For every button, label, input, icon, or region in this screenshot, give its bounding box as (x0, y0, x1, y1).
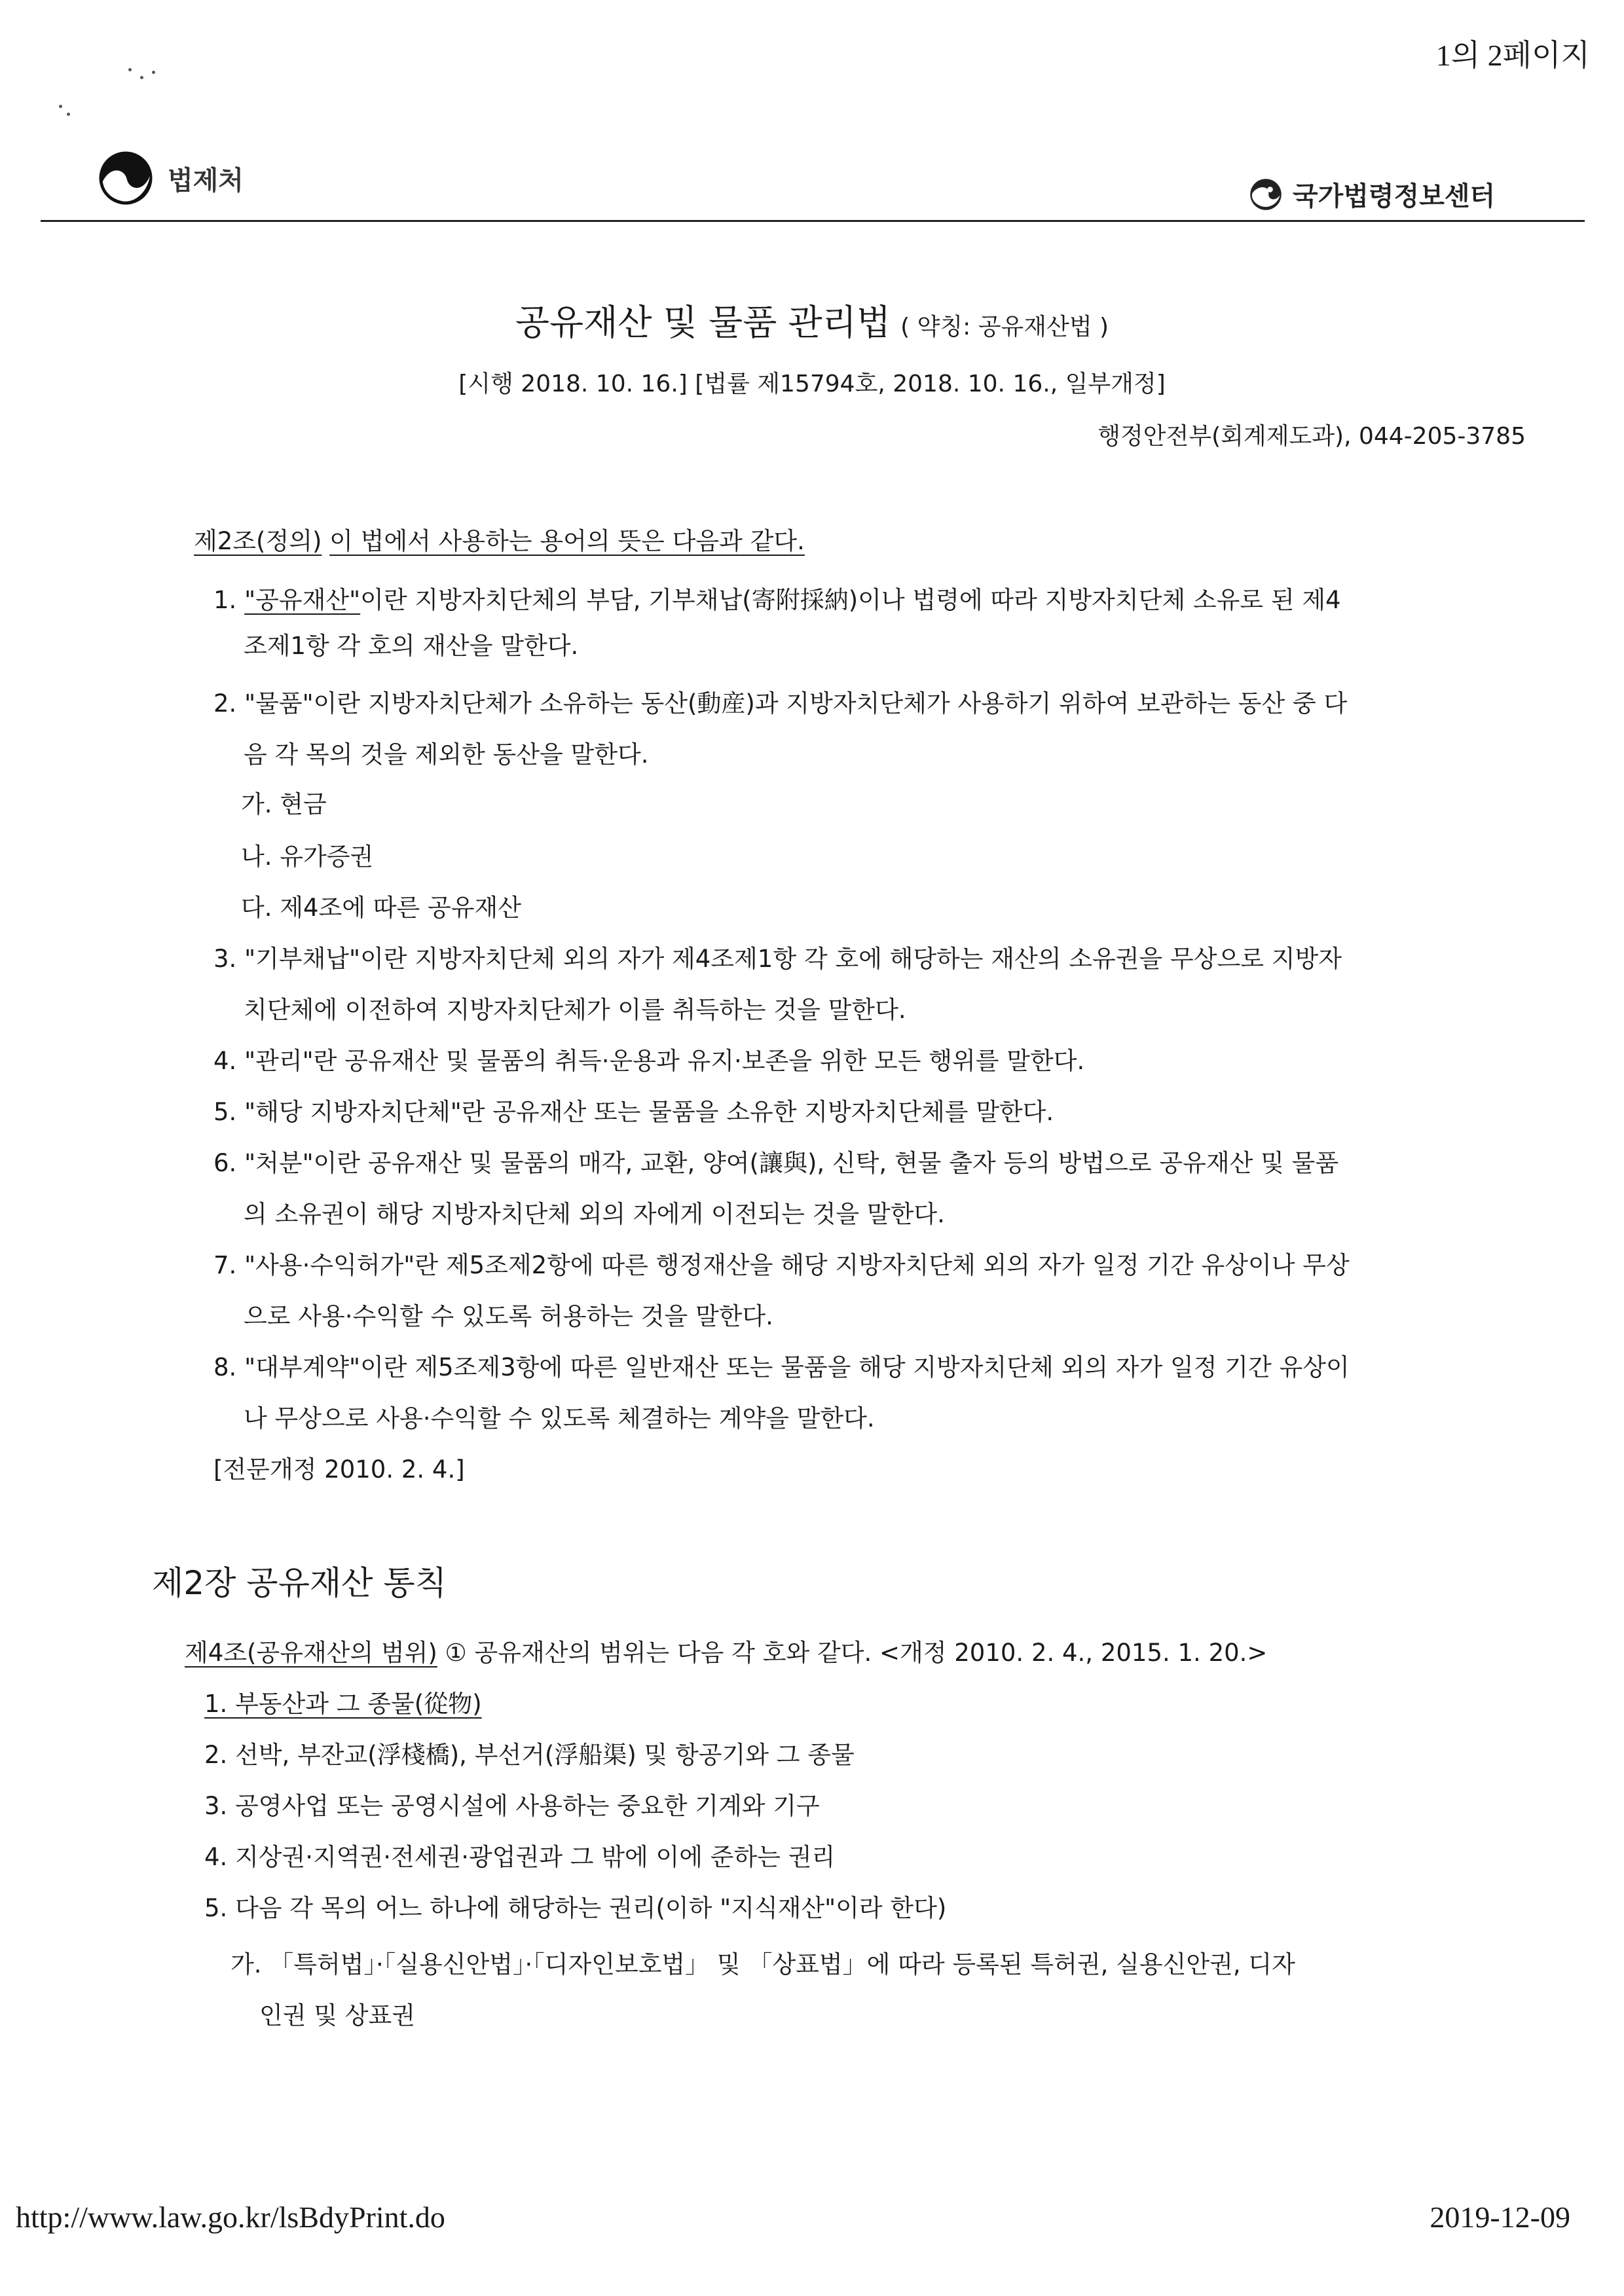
article2-item6: 6. "처분"이란 공유재산 및 물품의 매각, 교환, 양여(讓與), 신탁, 현물 출자 등의 방법으로 공유재산 및 물품 (213, 1149, 1339, 1177)
law-title: 공유재산 및 물품 관리법 (515, 302, 891, 343)
header-divider (41, 220, 1585, 222)
article2-item7-line2: 으로 사용·수익할 수 있도록 허용하는 것을 말한다. (244, 1302, 773, 1330)
article2-item3-line2: 치단체에 이전하여 지방자치단체가 이를 취득하는 것을 말한다. (244, 996, 906, 1024)
article4-item1-text: 1. 부동산과 그 종물(從物) (204, 1690, 482, 1718)
ministry-contact: 행정안전부(회계제도과), 044-205-3785 (1098, 423, 1526, 450)
article4-item5-sub-ga: 가. 「특허법」·「실용신안법」·「디자인보호법」 및 「상표법」에 따라 등록된 특허권, 실용신안권, 디자 (231, 1950, 1295, 1978)
taegeuk-icon (97, 149, 155, 207)
article2-item1-line2: 조제1항 각 호의 재산을 말한다. (244, 632, 579, 660)
article2-item1 (213, 588, 1341, 612)
item1-rest: 이란 지방자치단체의 부담, 기부채납(寄附採納)이나 법령에 따라 지방자치단체 소유로 된 제4 (360, 586, 1341, 614)
article2-item2-sub-na: 나. 유가증권 (241, 843, 374, 871)
moleg-logo (97, 149, 244, 207)
article2-item7: 7. "사용·수익허가"란 제5조제2항에 따른 행정재산을 해당 지방자치단체 외의 자가 일정 기간 유상이나 무상 (213, 1251, 1350, 1279)
item1-num: 1. (213, 586, 237, 614)
article2-item2-sub-da: 다. 제4조에 따른 공유재산 (241, 894, 522, 922)
footer-date: 2019-12-09 (1430, 2200, 1570, 2234)
article2-item2: 2. "물품"이란 지방자치단체가 소유하는 동산(動産)과 지방자치단체가 사용하기 위하여 보관하는 동산 중 다 (213, 689, 1348, 718)
article2-item5: 5. "해당 지방자치단체"란 공유재산 또는 물품을 소유한 지방자치단체를 말한다. (213, 1098, 1054, 1126)
enactment-info: [시행 2018. 10. 16.] [법률 제15794호, 2018. 10. 16., 일부개정] (458, 371, 1166, 397)
article4-heading-line (185, 1641, 1267, 1665)
article2-item4: 4. "관리"란 공유재산 및 물품의 취득·운용과 유지·보존을 위한 모든 행위를 말한다. (213, 1047, 1085, 1075)
scan-speck (59, 105, 62, 108)
scan-speck (140, 76, 143, 79)
page-number: 1의 2페이지 (1435, 39, 1590, 72)
article4-heading: 제4조(공유재산의 범위) (185, 1639, 437, 1667)
article4-item1 (204, 1692, 482, 1716)
article4-intro: ① 공유재산의 범위는 다음 각 호와 같다. <개정 2010. 2. 4., 2015. 1. 20.> (445, 1639, 1268, 1667)
footer-url: http://www.law.go.kr/lsBdyPrint.do (16, 2200, 445, 2234)
article2-item8: 8. "대부계약"이란 제5조제3항에 따른 일반재산 또는 물품을 해당 지방자치단체 외의 자가 일정 기간 유상이 (213, 1353, 1350, 1381)
law-abbreviation: ( 약칭: 공유재산법 ) (900, 314, 1109, 340)
article2-revision-note: [전문개정 2010. 2. 4.] (213, 1455, 465, 1484)
article4-item5-sub-ga-line2: 인권 및 상표권 (259, 2001, 415, 2030)
law-info-center-logo (1248, 175, 1495, 213)
article2-heading: 제2조(정의) (194, 527, 322, 555)
scan-speck (152, 71, 155, 74)
article4-item5: 5. 다음 각 목의 어느 하나에 해당하는 권리(이하 "지식재산"이라 한다) (204, 1894, 947, 1922)
logo-left-label: 법제처 (168, 165, 244, 196)
swirl-icon (1248, 177, 1283, 212)
article4-item2: 2. 선박, 부잔교(浮棧橋), 부선거(浮船渠) 및 항공기와 그 종물 (204, 1741, 855, 1769)
article2-item2-line2: 음 각 목의 것을 제외한 동산을 말한다. (244, 740, 649, 769)
logo-right-label: 국가법령정보센터 (1293, 181, 1496, 211)
article2-intro: 이 법에서 사용하는 용어의 뜻은 다음과 같다. (329, 527, 805, 555)
item1-term: "공유재산" (244, 586, 361, 614)
scan-speck (128, 68, 132, 71)
article2-item6-line2: 의 소유권이 해당 지방자치단체 외의 자에게 이전되는 것을 말한다. (244, 1200, 945, 1228)
chapter-heading: 제2장 공유재산 통칙 (152, 1564, 447, 1602)
article4-item3: 3. 공영사업 또는 공영시설에 사용하는 중요한 기계와 기구 (204, 1792, 820, 1820)
article4-item4: 4. 지상권·지역권·전세권·광업권과 그 밖에 이에 준하는 권리 (204, 1843, 836, 1871)
article2-item3: 3. "기부채납"이란 지방자치단체 외의 자가 제4조제1항 각 호에 해당하는 재산의 소유권을 무상으로 지방자 (213, 945, 1342, 973)
article2-item2-sub-ga: 가. 현금 (241, 790, 327, 818)
law-title-block (0, 295, 1624, 345)
article2-item8-line2: 나 무상으로 사용·수익할 수 있도록 체결하는 계약을 말한다. (244, 1404, 875, 1432)
scan-speck (67, 113, 70, 116)
article2-heading-line (194, 529, 805, 553)
